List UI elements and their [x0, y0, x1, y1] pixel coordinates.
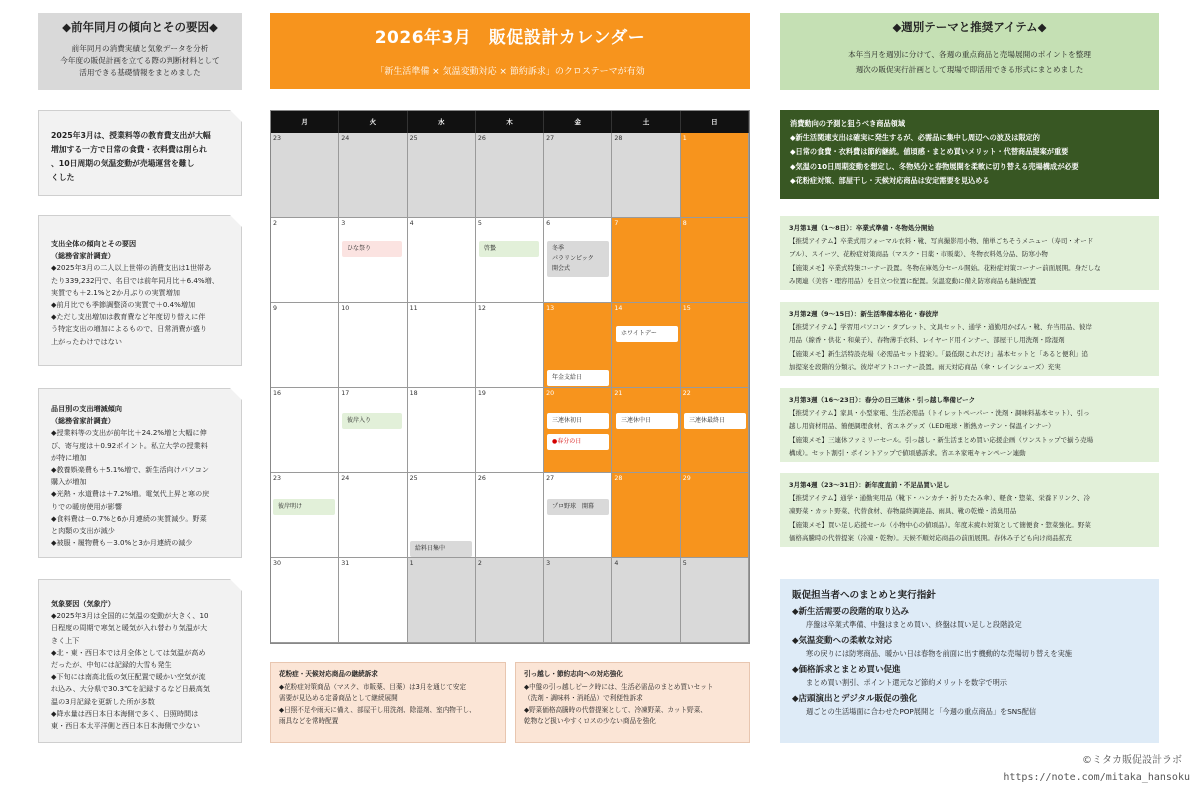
calendar-day-number: 12	[477, 305, 486, 312]
card-line: たり339,232円で、名目では前年同月比＋6.4%増、	[51, 275, 219, 285]
calendar-day-number: 27	[546, 475, 555, 482]
calendar-day-number: 31	[341, 560, 350, 567]
left-header	[38, 13, 242, 90]
event-white-day: ホワイトデー	[616, 326, 678, 342]
calendar-day-number: 23	[273, 135, 282, 142]
week-line: 加提案を段階的分類示。彼岸ギフトコーナー設置。雨天対応商品（傘・レインシューズ）充実	[789, 362, 1061, 371]
calendar-day-cell	[339, 218, 407, 303]
calendar-day-cell	[612, 218, 680, 303]
intro-line: 、10日周期の気温変動が売場運営を難し	[51, 159, 195, 168]
left-header-title: ◆前年同月の傾向とその要因◆	[62, 20, 218, 34]
calendar-day-number: 30	[273, 560, 282, 567]
week-line: 【推奨アイテム】学習用パソコン・タブレット、文具セット、通学・通勤用かばん・靴、弁当用品、彼岸	[789, 323, 1092, 332]
calendar-day-number: 1	[409, 560, 414, 567]
forecast-title: 消費動向の予測と狙うべき商品領域	[790, 119, 906, 128]
card-subtitle: （総務省家計調査）	[51, 416, 115, 426]
calendar-day-cell	[476, 473, 544, 558]
week-title: 3月第2週（9～15日）：新生活準備本格化・春彼岸	[789, 310, 939, 318]
calendar-day-number: 16	[273, 390, 282, 397]
calendar-day-number: 4	[409, 220, 414, 227]
box-title: 花粉症・天候対応商品の継続訴求	[279, 670, 378, 678]
summary-item-head: ◆新生活需要の段階的取り込み	[792, 607, 910, 617]
card-line: きく上下	[51, 635, 80, 645]
card-line: う特定支出の増加によるもので、日常消費が盛り	[51, 324, 207, 334]
weekday-tue: 火	[339, 111, 407, 133]
week-line: 【施策メモ】新生活特設売場（必需品セット提案）。「最低限これだけ」基本セットと「あると便利」追	[789, 349, 1088, 358]
event-hinamatsuri: ひな祭り	[342, 241, 402, 257]
calendar-day-number: 3	[546, 560, 551, 567]
calendar-day-cell	[681, 388, 749, 473]
summary-item-body: 週ごとの生活場面に合わせたPOP展開と「今週の重点商品」をSNS配信	[806, 707, 1037, 716]
calendar-day-cell	[271, 303, 339, 388]
calendar-day-number: 5	[682, 560, 687, 567]
calendar	[270, 110, 750, 644]
week-line: 用品（線香・供花・和菓子）、春物薄手衣料、レイヤード用インナー、部屋干し用洗剤・除湿剤	[789, 336, 1065, 345]
week-line: 【推奨アイテム】家具・小型家電、生活必需品（トイレットペーパー・洗剤・調味料基本セット）、引っ	[789, 409, 1090, 418]
event-keichitsu: 啓蟄	[479, 241, 539, 257]
week-title: 3月第4週（23～31日）：新年度直前・不足品買い足し	[789, 481, 950, 489]
weekday-wed: 水	[408, 111, 476, 133]
week-line: 【施策メモ】買い足し応援セール（小物中心の値頃品）。年度末疲れ対策として簡便食・惣菜強化。野菜	[789, 520, 1091, 529]
calendar-day-cell	[612, 473, 680, 558]
calendar-day-number: 17	[341, 390, 350, 397]
card-line: ◆前月比でも季節調整済の実質で＋0.4%増加	[51, 300, 196, 310]
card-subtitle: （総務省家計調査）	[51, 251, 115, 261]
spending-overview-card	[38, 215, 242, 366]
card-line: ◆教養娯楽費も＋5.1%増で、新生活向けパソコン	[51, 465, 209, 475]
event-pension-day: 年金支給日	[547, 370, 609, 386]
intro-line: くした	[51, 173, 75, 182]
calendar-title-box	[270, 13, 750, 89]
calendar-day-number: 28	[614, 135, 623, 142]
box-line: 乾物など扱いやすくロスの少ない商品を強化	[524, 717, 656, 725]
weekday-sat: 土	[612, 111, 680, 133]
week-line: 越し用資材用品、簡便調理食材、省エネグッズ（LED電球・断熱カーテン・保温インナー）	[789, 422, 1055, 431]
calendar-day-number: 9	[273, 305, 278, 312]
event-higan-in: 彼岸入り	[342, 413, 402, 429]
summary-item-body: 寒の戻りには防寒商品、暖かい日は春物を前面に出す機動的な売場切り替えを実施	[806, 649, 1072, 658]
weekday-mon: 月	[271, 111, 339, 133]
week-line: 【施策メモ】卒業式特集コーナー設置。冬物在庫処分セール開始。花粉症対策コーナー前面展開。身だしな	[789, 263, 1101, 272]
calendar-day-cell	[612, 558, 680, 643]
card-line: 購入が増加	[51, 477, 87, 487]
card-line: だったが、中旬には記録的大雪も発生	[51, 660, 172, 670]
week-4-card	[780, 473, 1159, 547]
box-line: ◆中盤の引っ越しピーク時には、生活必需品のまとめ買いセット	[524, 682, 714, 691]
week-line: 【施策メモ】三連休ファミリーセール。引っ越し・新生活まとめ買い応援企画（ワンストップで揃う売場	[789, 435, 1094, 444]
copyright-credit: ©ミタカ販促設計ラボ	[1082, 755, 1182, 766]
card-line: が特に増加	[51, 452, 87, 462]
calendar-day-cell	[339, 473, 407, 558]
calendar-day-cell	[408, 388, 476, 473]
box-line: ◆日照不足や雨天に備え、部屋干し用洗剤、除湿剤、室内物干し、	[279, 705, 476, 714]
forecast-box	[780, 110, 1159, 199]
calendar-day-number: 13	[546, 305, 555, 312]
calendar-day-number: 3	[341, 220, 346, 227]
card-line: れ込み、大分県で30.3℃を記録するなど日最高気	[51, 684, 210, 694]
week-line: 価格高騰時の代替提案（冷凍・乾物）。天候不順対応商品の前面展開。春休み子ども向け商品拡充	[789, 533, 1072, 542]
week-line: 【推奨アイテム】卒業式用フォーマル衣料・靴、写真撮影用小物、簡単ごちそうメニュー（寿司・オード	[789, 237, 1094, 246]
week-line: 【推奨アイテム】通学・通勤実用品（靴下・ハンカチ・折りたたみ傘）、軽食・惣菜、栄養ドリンク、冷	[789, 494, 1090, 503]
forecast-line: ◆気温の10日周期変動を想定し、冬物処分と春物展開を柔軟に切り替える売場構成が必要	[790, 161, 1079, 171]
calendar-day-cell	[544, 558, 612, 643]
event-sanrenkyu-first: 三連休初日	[547, 413, 609, 429]
card-line: ◆食料費は－0.7%と6か月連続の実質減少。野菜	[51, 513, 207, 523]
intro-line: 増加する一方で日常の食費・衣料費は削られ	[51, 145, 207, 154]
week-1-card	[780, 216, 1159, 290]
calendar-day-cell	[339, 558, 407, 643]
card-title: 品目別の支出増減傾向	[51, 404, 122, 413]
page-title: 2026年3月 販促設計カレンダー	[374, 28, 646, 48]
calendar-day-number: 26	[477, 475, 486, 482]
calendar-day-number: 26	[477, 135, 486, 142]
calendar-day-cell	[271, 218, 339, 303]
box-title: 引っ越し・節約志向への対応強化	[524, 670, 623, 678]
event-payday: 給料日集中	[410, 541, 472, 557]
weekday-fri: 金	[544, 111, 612, 133]
weekday-thu: 木	[476, 111, 544, 133]
card-line: ◆下旬には南高北低の気圧配置で暖かい空気が流	[51, 672, 206, 682]
card-line: ◆2025年3月は全国的に気温の変動が大きく、10	[51, 611, 209, 621]
forecast-line: ◆新生活関連支出は確実に発生するが、必需品に集中し周辺への波及は限定的	[790, 133, 1040, 143]
calendar-day-cell	[339, 388, 407, 473]
source-url-link[interactable]: https://note.com/mitaka_hansoku	[1003, 772, 1190, 783]
calendar-day-cell	[339, 303, 407, 388]
calendar-day-cell	[612, 303, 680, 388]
calendar-day-cell	[612, 388, 680, 473]
calendar-day-number: 19	[477, 390, 486, 397]
calendar-day-number: 2	[273, 220, 278, 227]
calendar-day-number: 15	[682, 305, 691, 312]
summary-box	[780, 579, 1159, 743]
calendar-day-number: 25	[409, 135, 418, 142]
right-header	[780, 13, 1159, 90]
card-line: ◆北・東・西日本では月全体としては気温が高め	[51, 647, 206, 657]
card-line: ◆授業料等の支出が前年比＋24.2%増と大幅に伸	[51, 428, 207, 438]
calendar-day-cell	[612, 133, 680, 218]
week-line: ブル）、スイーツ、花粉症対策商品（マスク・目薬・市販薬）、冬物衣料処分品、防寒小物	[789, 250, 1048, 259]
calendar-day-number: 20	[546, 390, 555, 397]
calendar-day-number: 11	[409, 305, 418, 312]
card-line: 東・西日本太平洋側と西日本日本海側で少ない	[51, 721, 200, 731]
calendar-day-cell	[476, 133, 544, 218]
calendar-day-cell	[681, 303, 749, 388]
forecast-line: ◆花粉症対策、部屋干し・天候対応商品は安定需要を見込める	[790, 175, 990, 185]
calendar-day-number: 7	[614, 220, 619, 227]
calendar-day-number: 29	[682, 475, 691, 482]
card-line: ◆被服・履物費も－3.0%と3か月連続の減少	[51, 538, 193, 548]
calendar-day-cell	[271, 133, 339, 218]
box-line: 需要が見込める定番商品として継続展開	[279, 694, 398, 702]
summary-item-body: 序盤は卒業式準備、中盤はまとめ買い、終盤は買い足しと段階設定	[806, 620, 1022, 629]
calendar-day-number: 8	[682, 220, 687, 227]
calendar-day-number: 24	[341, 135, 350, 142]
card-title: 支出全体の傾向とその要因	[51, 239, 137, 248]
card-line: 上がったわけではない	[51, 336, 122, 346]
week-title: 3月第3週（16～23日）：春分の日三連休・引っ越し準備ピーク	[789, 396, 976, 404]
summary-item-head: ◆店頭演出とデジタル販促の強化	[792, 694, 918, 704]
calendar-day-number: 6	[546, 220, 551, 227]
event-sanrenkyu-last: 三連休最終日	[684, 413, 746, 429]
card-line: ◆降水量は西日本日本海側で多く、日照時間は	[51, 708, 199, 718]
card-line: りでの暖房使用が影響	[51, 501, 122, 511]
calendar-day-number: 25	[409, 475, 418, 482]
card-line: ◆ただし支出増加は教育費など年度切り替えに伴	[51, 312, 206, 322]
calendar-day-cell	[544, 473, 612, 558]
box-line: ◆野菜価格高騰時の代替提案として、冷凍野菜、カット野菜、	[524, 705, 707, 714]
week-line: 凍野菜・カット野菜、代替食材、春物最終調達品、雨具、靴の乾燥・消臭用品	[789, 507, 1017, 516]
week-2-card	[780, 302, 1159, 376]
calendar-day-cell	[271, 388, 339, 473]
calendar-day-cell	[271, 558, 339, 643]
right-header-line: 週次の販促実行計画として現場で即活用できる形式にまとめました	[855, 65, 1084, 74]
moving-savings-box	[515, 662, 750, 743]
card-line: 日程度の周期で寒気と暖気が入れ替わり気温が大	[51, 623, 208, 633]
box-line: ◆花粉症対策商品（マスク、市販薬、目薬）は3月を通じて安定	[279, 682, 467, 691]
calendar-day-number: 10	[341, 305, 350, 312]
calendar-day-cell	[681, 473, 749, 558]
calendar-day-cell	[408, 133, 476, 218]
event-sanrenkyu-middle: 三連休中日	[616, 413, 678, 429]
summary-title: 販促担当者へのまとめと実行指針	[792, 590, 936, 601]
right-header-title: ◆週別テーマと推奨アイテム◆	[892, 20, 1047, 34]
card-line: 実質でも＋2.1%と2か月ぶりの実質増加	[51, 287, 180, 297]
calendar-day-cell	[476, 303, 544, 388]
calendar-day-number: 27	[546, 135, 555, 142]
calendar-day-cell	[408, 218, 476, 303]
event-higan-ake: 彼岸明け	[273, 499, 335, 515]
summary-item-head: ◆価格訴求とまとめ買い促進	[792, 665, 901, 675]
calendar-day-cell	[476, 218, 544, 303]
calendar-day-number: 21	[614, 390, 623, 397]
card-line: び、寄与度は＋0.92ポイント。私立大学の授業料	[51, 440, 208, 450]
event-paralympic: 冬季 パラリンピック 開会式	[547, 241, 609, 277]
weekday-sun: 日	[681, 111, 749, 133]
event-baseball-opening: プロ野球 開幕	[547, 499, 609, 515]
card-title: 気象要因（気象庁）	[51, 599, 115, 608]
page-subtitle: 「新生活準備 × 気温変動対応 × 節約訴求」のクロステーマが有効	[375, 67, 645, 77]
calendar-day-number: 24	[341, 475, 350, 482]
calendar-day-cell	[476, 558, 544, 643]
left-header-line: 前年同月の消費実績と気象データを分析	[71, 44, 209, 53]
calendar-day-number: 23	[273, 475, 282, 482]
week-line: み関連（美容・理容用品）を目立つ位置に配置。気温変動に備え防寒商品も継続配置	[789, 276, 1036, 285]
week-3-card	[780, 388, 1159, 462]
calendar-day-cell	[681, 558, 749, 643]
card-line: 温の3月記録を更新した所が多数	[51, 696, 155, 706]
calendar-day-cell	[339, 133, 407, 218]
intro-card	[38, 110, 242, 196]
calendar-day-cell	[544, 133, 612, 218]
calendar-day-cell	[408, 558, 476, 643]
calendar-weekday-header	[271, 111, 749, 133]
left-header-line: 今年度の販促計画を立てる際の判断材料として	[60, 56, 220, 65]
category-trend-card	[38, 388, 242, 558]
calendar-day-number: 18	[409, 390, 418, 397]
intro-line: 2025年3月は、授業料等の教育費支出が大幅	[51, 131, 211, 140]
card-line: ◆光熱・水道費は＋7.2%増。電気代上昇と寒の戻	[51, 489, 210, 499]
right-header-line: 本年当月を週別に分けて、各週の重点商品と売場展開のポイントを整理	[848, 50, 1091, 59]
forecast-line: ◆日常の食費・衣料費は節約継続。値頃感・まとめ買いメリット・代替商品提案が重要	[790, 147, 1069, 157]
calendar-day-number: 1	[682, 135, 687, 142]
calendar-day-cell	[271, 473, 339, 558]
calendar-day-number: 14	[614, 305, 623, 312]
week-title: 3月第1週（1～8日）：卒業式準備・冬物処分開始	[789, 224, 934, 232]
weather-factor-card	[38, 579, 242, 743]
calendar-day-number: 28	[614, 475, 623, 482]
week-line: 構成）。セット割引・ポイントアップで値頃感訴求。省エネ家電キャンペーン連動	[789, 448, 1026, 457]
calendar-day-cell	[476, 388, 544, 473]
box-line: （洗剤・調味料・消耗品）で利便性訴求	[524, 694, 643, 702]
calendar-day-number: 2	[477, 560, 482, 567]
calendar-day-number: 22	[682, 390, 691, 397]
calendar-day-cell	[681, 133, 749, 218]
summary-item-head: ◆気温変動への柔軟な対応	[792, 636, 893, 646]
event-shunbun: ●春分の日	[547, 434, 609, 450]
calendar-day-cell	[544, 388, 612, 473]
calendar-day-number: 4	[614, 560, 619, 567]
summary-item-body: まとめ買い割引、ポイント還元など節約メリットを数字で明示	[806, 678, 1007, 687]
card-line: と肉類の支出が減少	[51, 526, 115, 536]
calendar-day-number: 5	[477, 220, 482, 227]
card-line: ◆2025年3月の二人以上世帯の消費支出は1世帯あ	[51, 263, 212, 273]
box-line: 雨具などを常時配置	[279, 717, 339, 725]
pollen-weather-box	[270, 662, 506, 743]
calendar-day-cell	[681, 218, 749, 303]
left-header-line: 活用できる基礎情報をまとめました	[79, 68, 201, 77]
calendar-day-cell	[408, 303, 476, 388]
